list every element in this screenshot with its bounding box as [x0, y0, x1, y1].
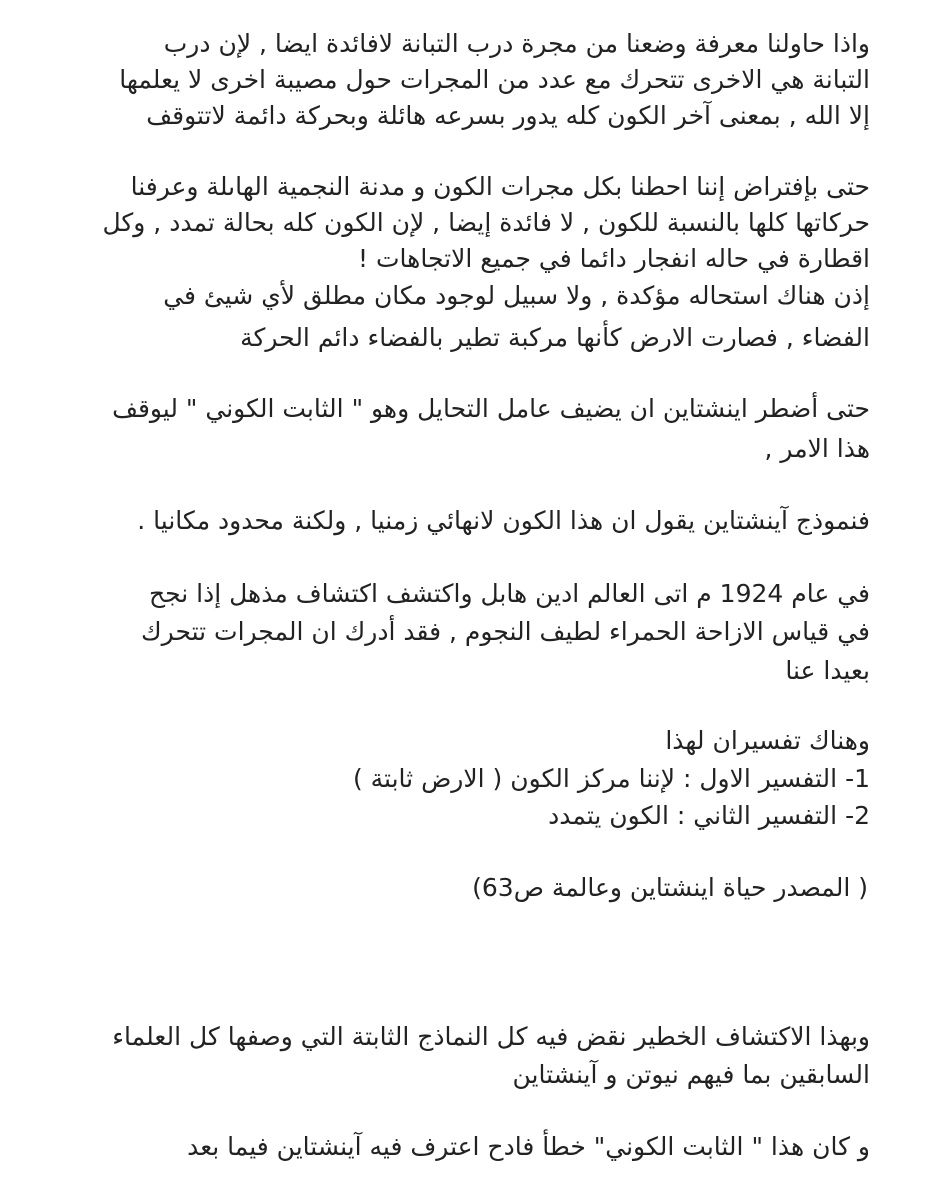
text-line: وهناك تفسيران لهذا: [665, 726, 870, 755]
text-line: اقطارة في حاله انفجار دائما في جميع الاتجاهات !: [358, 244, 870, 273]
text-line: السابقين بما فيهم نيوتن و آينشتاين: [512, 1060, 870, 1089]
text-line: إذن هناك استحاله مؤكدة , ولا سبيل لوجود مكان مطلق لأي شيئ في: [163, 281, 870, 310]
text-line: حتى أضطر اينشتاين ان يضيف عامل التحايل وهو " الثابت الكوني " ليوقف: [112, 394, 870, 423]
text-line: إلا الله , بمعنى آخر الكون كله يدور بسرعه هائلة وبحركة دائمة لاتتوقف: [146, 101, 870, 130]
text-line: حتى بإفتراض إننا احطنا بكل مجرات الكون و مدنة النجمية الهاىلة وعرفنا: [130, 172, 870, 201]
text-line: فنموذج آينشتاين يقول ان هذا الكون لانهائي زمنيا , ولكنة محدود مكانيا .: [137, 506, 870, 535]
text-line: التبانة هي الاخرى تتحرك مع عدد من المجرات حول مصيبة اخرى لا يعلمها: [119, 65, 870, 94]
list-item: 1- التفسير الاول : لإننا مركز الكون ( الارض ثابتة ): [352, 764, 870, 793]
text-line: هذا الامر ,: [764, 434, 870, 463]
source-citation: ( المصدر حياة اينشتاين وعالمة ص63): [472, 873, 868, 902]
text-line: الفضاء , فصارت الارض كأنها مركبة تطير بالفضاء دائم الحركة: [240, 323, 870, 352]
text-line: في عام 1924 م اتى العالم ادين هابل واكتشف اكتشاف مذهل إذا نجح: [148, 579, 870, 608]
list-item: 2- التفسير الثاني : الكون يتمدد: [548, 801, 870, 830]
text-line: حركاتها كلها بالنسبة للكون , لا فائدة إيضا , لإن الكون كله بحالة تمدد , وكل: [102, 208, 870, 237]
text-line: بعيدا عنا: [785, 656, 870, 685]
text-line: وبهذا الاكتشاف الخطير نقض فيه كل النماذج الثابتة التي وصفها كل العلماء: [112, 1022, 870, 1051]
text-line: في قياس الازاحة الحمراء لطيف النجوم , فقد أدرك ان المجرات تتحرك: [141, 617, 870, 646]
text-line: واذا حاولنا معرفة وضعنا من مجرة درب التبانة لافائدة ايضا , لإن درب: [163, 29, 870, 58]
text-line: و كان هذا " الثابت الكوني" خطأ فادح اعترف فيه آينشتاين فيما بعد: [187, 1132, 870, 1161]
